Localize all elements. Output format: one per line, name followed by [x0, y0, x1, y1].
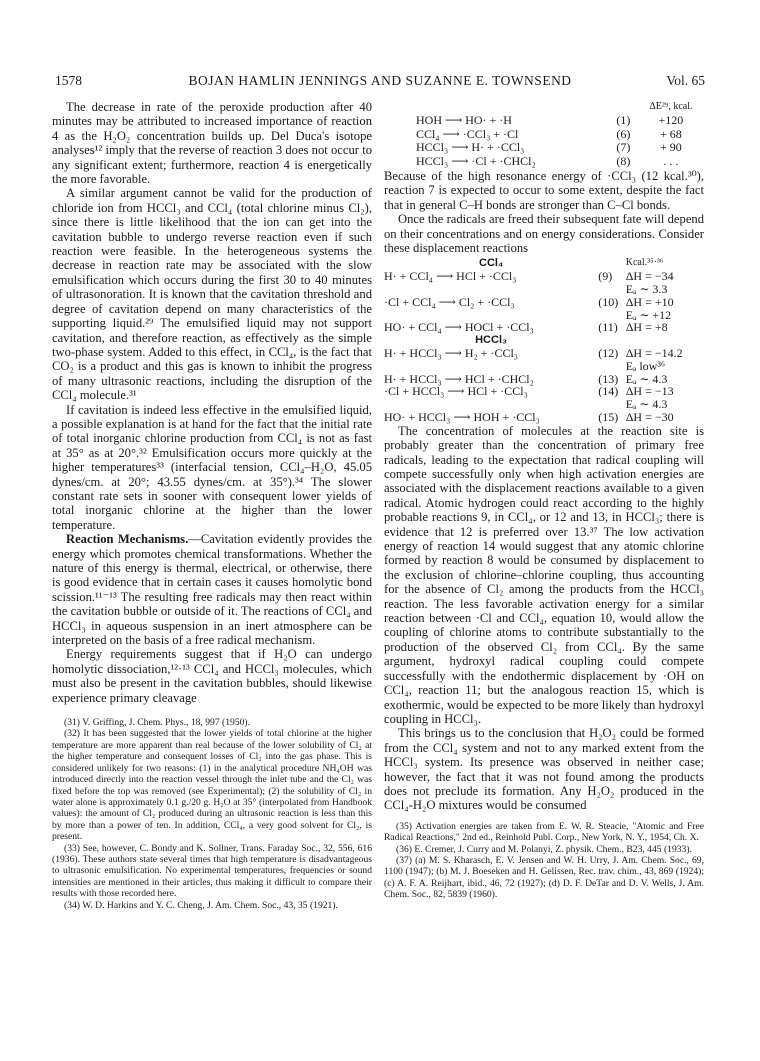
section-heading: Reaction Mechanisms.: [66, 532, 189, 547]
table-row: [384, 270, 704, 296]
enthalpy: [626, 411, 704, 424]
table-row: [384, 114, 704, 128]
footnote: (34) W. D. Harkins and Y. C. Cheng, J. Am. Chem. Soc., 43, 35 (1921).: [64, 899, 338, 911]
delta-h: ΔH = +10: [625, 294, 674, 309]
table-row: [384, 347, 704, 373]
reaction: HCCl₃ ⟶ ·Cl + ·CHCl₂: [416, 154, 536, 169]
delta-h: ΔH = −13: [625, 384, 674, 399]
delta-h: ΔH = +8: [625, 320, 668, 335]
energy: + 68: [660, 126, 682, 141]
page-number: 1578: [55, 73, 82, 88]
eq-number: (11): [598, 320, 618, 335]
eq-number: (10): [598, 294, 619, 309]
eq-number: (12): [598, 346, 619, 360]
activation-energy: Eₐ ∼ 3.3: [625, 282, 668, 297]
eq-number: (13): [598, 371, 619, 386]
energy: + 90: [660, 140, 682, 155]
reaction: ·Cl + HCCl₃ ⟶ HCl + ·CCl₃: [384, 384, 528, 399]
ccl4-label: CCl₄: [479, 257, 504, 270]
paragraph: Because of the high resonance energy of ·CCl₃ (12 kcal.³⁰), reaction 7 is expected to occur to some extent, despite the fact that in general C–H bonds are stronger than C–Cl bonds.: [384, 168, 704, 212]
reaction: HOH ⟶ HO· + ·H: [416, 112, 512, 127]
delta-h: ΔH = −34: [625, 269, 674, 284]
paragraph: This brings us to the conclusion that H₂O₂ could be formed from the CCl₄ system and not to any marked extent from the HCCl₃ system. Its presence was observed in neither case; however, the fact that it was not found among the products does not preclude its formation. Any H₂O₂ produced in the CCl₄-H₂O mixtures would be consumed: [384, 726, 704, 813]
table-row: [384, 296, 704, 322]
footnote: (36) E. Cremer, J. Curry and M. Polanyi, Z. physik. Chem., B23, 445 (1933).: [396, 843, 692, 855]
table-row: [384, 411, 704, 424]
delta-h: ΔH = −14.2: [625, 346, 683, 360]
kcal-label: Kcal.³⁵·³⁶: [625, 257, 664, 269]
reaction: CCl₄ ⟶ ·CCl₃ + ·Cl: [416, 126, 519, 141]
footnote: (33) See, however, C. Bondy and K. Sollner, Trans. Faraday Soc., 32, 556, 616 (1936). These authors state several times that high temperature is disadvantageous to ultrasonic emulsification. No experimental temperatures, frequencies or sound intensities are mentioned in their articles, thus making it difficult to compare their results with those recorded here.: [52, 842, 372, 900]
footnotes-left: [52, 717, 372, 911]
reaction: HCCl₃ ⟶ H· + ·CCl₃: [416, 140, 525, 155]
paragraph: The concentration of molecules at the reaction site is probably greater than the concentration of primary free radicals, leading to the expectation that radical coupling will compete successfully only when high activation energies are associated with the displacement reactions available to a given radical. Atomic hydrogen could react according to the highly probable reactions 9, in CCl₄, or 12 and 13, in HCCl₃; there is evidence that 12 is preferred over 13.³⁷ The low activation energy of reaction 14 would suggest that any atomic chlorine formed by reaction 8 would be consumed by displacement to the exclusion of chlorine–chlorine coupling, thus accounting for the absence of Cl₂ among the products from the HCCl₃ reaction. The less favorable activation energy for a similar reaction between ·Cl and CCl₄, equation 10, would allow the coupling of chlorine atoms to contribute substantially to the production of the observed Cl₂ from CCl₄. By the same argument, hydroxyl radical coupling could compete successfully with the endothermic displacement by ·OH on CCl₄, reaction 11; but the analogous reaction 15, which is exothermic, would be expected to be more likely than hydroxyl coupling in HCCl₃.: [384, 423, 704, 726]
activation-energy: Eₐ ∼ +12: [625, 307, 672, 322]
footnotes-right: [384, 821, 704, 901]
enthalpy: [626, 347, 704, 373]
reaction: HO· + HCCl₃ ⟶ HOH + ·CCl₃: [384, 409, 540, 424]
energy: . . .: [663, 154, 679, 169]
eq-number: (8): [616, 154, 631, 169]
footnote: (32) It has been suggested that the lower yields of total chlorine at the higher temperature are more apparent than real because of the lower solubility of Cl₂ at the higher temperature and consequent losses of Cl₂ into the gas phase. This is considered unlikely for two reasons: (1) in the analytical procedure NH₄OH was introduced directly into the reaction vessel through the inlet tube and the Cl₂ was fixed before the top was removed (see Experimental); (2) the solubility of Cl₂ in water alone is approximately 0.1 g./20 g. H₂O at 35° (interpolated from Handbook values): the amount of Cl₂ produced during an ultrasonic reaction is less than this by more than a power of ten. In addition, CCl₄, a very good solvent for Cl₂, is present.: [52, 728, 372, 843]
footnote: (31) V. Griffing, J. Chem. Phys., 18, 997 (1950).: [64, 717, 251, 729]
table-row: [384, 128, 704, 142]
paragraph: A similar argument cannot be valid for the production of chloride ion from HCCl₃ and CCl₄ (total chlorine minus Cl₂), since there is little likelihood that the ion can get into the cavitation bubble to undergo reverse reaction even if such reaction were feasible. In the heterogeneous systems the decrease in reaction rate may be associated with the slow emulsification which occurs during the first 30 to 40 minutes of ultrasonoration. It is known that the cavitation threshold and degree of cavitation depend on many characteristics of the supporting liquid.²⁹ The emulsified liquid may not support cavitation, and therefore reaction, as effectively as the simple two-phase system. Added to this effect, in CCl₄, is the fact that CO₂ is a product and this gas is known to inhibit the progress of many ultrasonic reactions, including the disruption of the CCl₄ molecule.³¹: [52, 186, 372, 403]
eq-number: (14): [598, 384, 619, 399]
energy-header: ΔE²⁹, kcal.: [649, 101, 693, 112]
activation-energy: Eₐ ∼ 4.3: [625, 371, 668, 386]
eq-number: (6): [616, 126, 631, 141]
volume-label: Vol. 65: [666, 73, 705, 88]
enthalpy: [626, 385, 704, 411]
eq-number: (9): [598, 269, 613, 284]
reaction: ·Cl + CCl₄ ⟶ Cl₂ + ·CCl₃: [384, 294, 515, 309]
reaction: H· + CCl₄ ⟶ HCl + ·CCl₃: [384, 269, 517, 284]
activation-energy: Eₐ low³⁶: [625, 358, 666, 373]
enthalpy: [626, 270, 704, 296]
reaction: H· + HCCl₃ ⟶ HCl + ·CHCl₂: [384, 371, 534, 386]
paragraph: If cavitation is indeed less effective in the emulsified liquid, a possible explanation is at hand for the fact that the initial rate of total inorganic chlorine production from CCl₄ is not as fast at 35° as at 20°.³² Emulsification occurs more quickly at the higher temperatures³³ (interfacial tension, CCl₄–H₂O, 45.05 dynes/cm. at 20°; 43.55 dynes/cm. at 35°).³⁴ The slower constant rate sets in sooner with consequent lower yields of total inorganic chlorine at the higher than the lower temperature.: [52, 402, 372, 532]
activation-energy: Eₐ ∼ 4.3: [625, 397, 668, 412]
footnote: (37) (a) M. S. Kharasch, E. V. Jensen and W. H. Urry, J. Am. Chem. Soc., 69, 1100 (1947); (b) M. J. Boeseken and H. Gelissen, Rec. trav. chim., 43, 869 (1924); (c) A. F. A. Reijhart, ibid., 46, 72 (1927); (d) D. F. DeTar and D. V. Wells, J. Am. Chem. Soc., 82, 5839 (1960).: [384, 854, 704, 901]
energy: +120: [658, 112, 684, 127]
paragraph: Once the radicals are freed their subsequent fate will depend on their concentrations and on energy considerations. Consider these displacement reactions: [384, 212, 704, 256]
dissociation-table: [384, 100, 704, 169]
eq-number: (7): [616, 140, 631, 155]
reaction: H· + HCCl₃ ⟶ H₂ + ·CCl₃: [384, 346, 518, 360]
table-row: [384, 385, 704, 411]
paragraph-mechanisms: [52, 532, 372, 647]
left-column: [52, 100, 372, 911]
running-authors: BOJAN HAMLIN JENNINGS AND SUZANNE E. TOWNSEND: [188, 73, 572, 88]
paragraph-text: —Cavitation evidently provides the energy which promotes chemical transformations. Whether the nature of this energy is thermal, electrical, or otherwise, there is good evidence that in certain cases it causes homolytic bond scission.¹¹⁻¹³ The resulting free radicals may then react within the cavitation bubble or outside of it. The reactions of CCl₄ and HCCl₃ in aqueous suspension in an inert atmosphere can be interpreted on the basis of a free radical mechanism.: [52, 532, 372, 648]
eq-number: (15): [598, 409, 619, 424]
table-row: [384, 321, 704, 334]
enthalpy: [626, 321, 704, 334]
hccl3-label: HCCl₃: [475, 334, 508, 347]
paragraph: Energy requirements suggest that if H₂O can undergo homolytic dissociation,¹²·¹³ CCl₄ and HCCl₃ molecules, which must also be present in the cavitation bubbles, should likewise experience primary cleavage: [52, 647, 372, 705]
right-column: [384, 100, 704, 901]
delta-h: ΔH = −30: [625, 409, 674, 424]
table-row: [384, 155, 704, 169]
displacement-table: [384, 257, 704, 423]
reaction: HO· + CCl₄ ⟶ HOCl + ·CCl₃: [384, 320, 534, 335]
running-header: [55, 73, 705, 91]
enthalpy: [626, 296, 704, 322]
eq-number: (1): [616, 112, 631, 127]
table-row: [384, 141, 704, 155]
paragraph: The decrease in rate of the peroxide production after 40 minutes may be attributed to increased importance of reaction 4 as the H₂O₂ concentration builds up. Del Duca's isotope analyses¹² imply that the reverse of reaction 3 does not occur to any significant extent; furthermore, reaction 4 is energetically the more favorable.: [52, 100, 372, 187]
footnote: (35) Activation energies are taken from E. W. R. Steacie, "Atomic and Free Radical Reactions," 2nd ed., Reinhold Publ. Corp., New York, N. Y., 1954, Ch. X.: [384, 820, 704, 844]
